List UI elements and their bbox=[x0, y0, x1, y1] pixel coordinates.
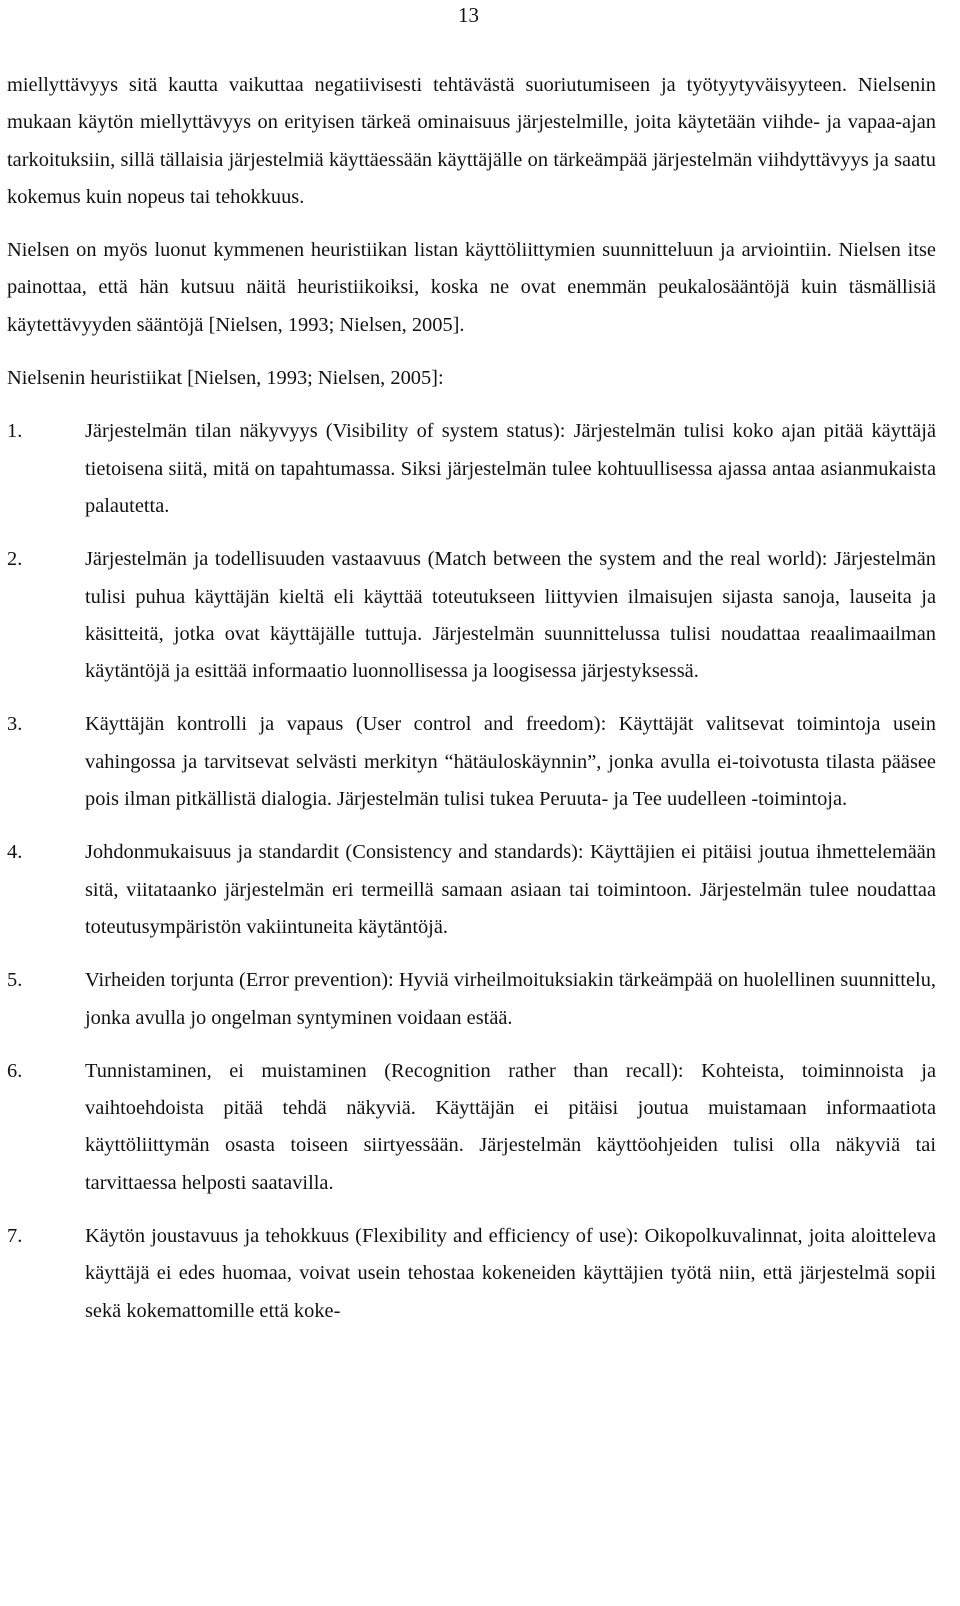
list-item-text: Tunnistaminen, ei muistaminen (Recognition rather than recall): Kohteista, toiminnoista ja vaihtoehdoista pitää tehdä näkyviä. Käyttäjän ei pitäisi joutua muistamaan informaatiota käyttöliittymän osasta toiseen siirtyessään. Järjestelmän käyttöohjeiden tulisi olla näkyviä tai tarvittaessa helposti saatavilla. bbox=[85, 1059, 936, 1194]
list-item-number: 1. bbox=[7, 420, 23, 443]
heuristics-list bbox=[7, 413, 936, 1330]
list-item bbox=[7, 706, 936, 818]
paragraph-intro: miellyttävyys sitä kautta vaikuttaa negatiivisesti tehtävästä suoriutumiseen ja työtyytyväisyyteen. Nielsenin mukaan käytön miellyttävyys on erityisen tärkeä ominaisuus järjestelmille, joita käytetään viihde- ja vapaa-ajan tarkoituksiin, sillä tällaisia järjestelmiä käyttäessään käyttäjälle on tärkeämpää järjestelmän viihdyttävyys ja saatu kokemus kuin nopeus tai tehokkuus. bbox=[7, 74, 936, 208]
list-item bbox=[7, 834, 936, 946]
page-number: 13 bbox=[458, 3, 479, 27]
list-item bbox=[7, 962, 936, 1037]
list-item-number: 6. bbox=[7, 1059, 23, 1082]
list-item-number: 2. bbox=[7, 548, 23, 571]
list-item-number: 4. bbox=[7, 841, 23, 864]
list-item bbox=[7, 541, 936, 690]
list-item-number: 3. bbox=[7, 713, 23, 736]
document-body bbox=[7, 67, 936, 1330]
list-item-text: Järjestelmän tilan näkyvyys (Visibility of system status): Järjestelmän tulisi koko ajan pitää käyttäjä tietoisena siitä, mitä on tapahtumassa. Siksi järjestelmän tulee kohtuullisessa ajassa antaa asianmukaista palautetta. bbox=[85, 420, 936, 517]
heuristics-list-heading: Nielsenin heuristiikat [Nielsen, 1993; Nielsen, 2005]: bbox=[7, 367, 444, 390]
paragraph-heuristics-description: Nielsen on myös luonut kymmenen heuristiikan listan käyttöliittymien suunnitteluun ja arviointiin. Nielsen itse painottaa, että hän kutsuu näitä heuristiikoiksi, koska ne ovat enemmän peukalosääntöjä kuin täsmällisiä käytettävyyden sääntöjä [Nielsen, 1993; Nielsen, 2005]. bbox=[7, 239, 936, 336]
list-item-text: Käyttäjän kontrolli ja vapaus (User control and freedom): Käyttäjät valitsevat toimintoja usein vahingossa ja tarvitsevat selvästi merkityn “hätäuloskäynnin”, jonka avulla ei-toivotusta tilasta pääsee pois ilman pitkällistä dialogia. Järjestelmän tulisi tukea Peruuta- ja Tee uudelleen -toimintoja. bbox=[85, 713, 936, 811]
list-item-text: Käytön joustavuus ja tehokkuus (Flexibility and efficiency of use): Oikopolkuvalinnat, joita aloitteleva käyttäjä ei edes huomaa, voivat usein tehostaa kokeneiden käyttäjien työtä niin, että järjestelmä sopii sekä kokemattomille että koke- bbox=[85, 1225, 936, 1322]
list-item-text: Järjestelmän ja todellisuuden vastaavuus (Match between the system and the real world): Järjestelmän tulisi puhua käyttäjän kieltä eli käyttää toteutukseen liittyvien ilmaisujen sijasta sanoja, lauseita ja käsitteitä, jotka ovat käyttäjälle tuttuja. Järjestelmän suunnittelussa tulisi noudattaa reaalimaailman käytäntöjä ja esittää informaatio luonnollisessa ja loogisessa järjestyksessä. bbox=[85, 548, 936, 683]
list-item-text: Johdonmukaisuus ja standardit (Consistency and standards): Käyttäjien ei pitäisi joutua ihmettelemään sitä, viitataanko järjestelmän eri termeillä samaan asiaan tai toimintoon. Järjestelmän tulee noudattaa toteutusympäristön vakiintuneita käytäntöjä. bbox=[85, 841, 936, 938]
list-item bbox=[7, 1218, 936, 1330]
list-item-number: 7. bbox=[7, 1225, 23, 1248]
list-item-number: 5. bbox=[7, 969, 23, 992]
list-item bbox=[7, 1053, 936, 1202]
list-item-text: Virheiden torjunta (Error prevention): Hyviä virheilmoituksiakin tärkeämpää on huolellinen suunnittelu, jonka avulla jo ongelman syntyminen voidaan estää. bbox=[85, 969, 936, 1029]
list-item bbox=[7, 413, 936, 525]
